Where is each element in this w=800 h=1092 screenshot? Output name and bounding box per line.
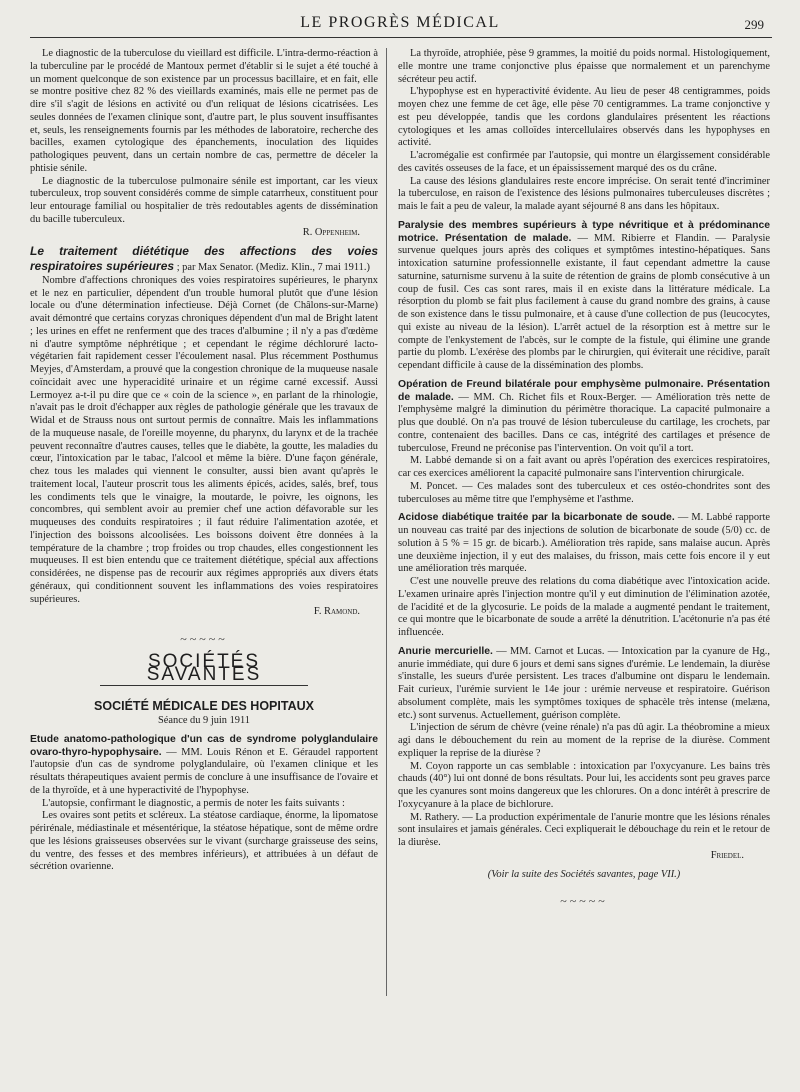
paralysie-entry	[398, 220, 770, 373]
hypophysis-paragraph: L'hypophyse est en hyperactivité évidente. Au lieu de peser 48 centigrammes, poids moyen chez une femme de cet âge, elle pèse 70 centigrammes. La trame conjonctive y est peu développée, tandis que les cordons glandulaires présentent les réactions cytologiques et les amas colloïdes intercellulaires observés dans les hypophyses en activité.	[398, 86, 770, 149]
anurie-signature: Friedel.	[710, 849, 744, 861]
acidose-paragraph-2: C'est une nouvelle preuve des relations du coma diabétique avec l'intoxication acide. L'examen urinaire après l'injection montre qu'il y eut diminution de l'élimination azotée, de l'acidité et de la glycosurie. Le poids de la malade a augmenté pendant le traitement, ce qui montre que le bicarbonate de soude a arrêté la dénutrition. L'acétonurie n'a pas été influencée.	[398, 576, 770, 638]
anurie-heading: Anurie mercurielle.	[398, 645, 493, 657]
acidose-text: — M. Labbé rapporte un nouveau cas traité par des injections de solution de bicarbonate de soude (5/0) cc. de solution à 5 % = 15 gr. de bicarb.). Amélioration très rapide, sans malaise aucun. Après une deuxième injection, il y eut des malaises, du frisson, mais cette fois encore il y eut une amélioration très marquée.	[398, 512, 770, 575]
ornament-divider: ~~~~~	[180, 632, 228, 646]
etude-paragraph-2: L'autopsie, confirmant le diagnostic, a permis de noter les faits suivants :	[42, 797, 345, 809]
page-number: 299	[744, 17, 764, 32]
senator-article-title: Le traitement diététique des affections des voies respiratoires supérieures	[30, 244, 378, 273]
continuation-note: (Voir la suite des Sociétés savantes, page VII.)	[487, 868, 681, 880]
society-name: SOCIÉTÉ MÉDICALE DES HOPITAUX	[94, 699, 314, 714]
cause-paragraph: La cause des lésions glandulaires reste encore imprécise. On serait tenté d'incriminer la tuberculose, en raison de l'existence des lésions pulmonaires tuberculeuses discrètes ; mais le fait a peu de valeur, la malade ayant séjourné 8 ans dans les hôpitaux.	[398, 175, 770, 212]
right-column	[398, 48, 770, 1078]
anurie-paragraph-3: M. Coyon rapporte un cas semblable : intoxication par l'oxycyanure. Les bains très chauds (40°) lui ont donné de bons résultats. Pour lui, les accidents sont peu graves parce que les cyanures sont moins dangereux que les chlorures. On a donc intérêt à prescrire de l'oxycyanure à la place de bichlorure.	[398, 760, 770, 810]
tuberculosis-paragraph-1: Le diagnostic de la tuberculose du vieillard est difficile. L'intra-dermo-réaction à la tuberculine par le procédé de Mantoux permet d'établir si le sujet a été touché à un moment quelconque de son existence par un processus bacillaire, et en fait, elle se montre positive chez 82 % des vieillards examinés, mais elle ne permet pas de dire s'il s'agit de lésions en activité ou d'un reliquat de lésions cicatrisées. Les seules données de l'examen clinique sont, d'autre part, le plus souvent insuffisantes et, seuls, les renseignements fournis par les méthodes de laboratoire, recherche des bacilles, examen cytologique des épanchements, inoculation des liquides pathologiques peuvent, dans un certain nombre de cas, permettre de déceler la phtisie sénile.	[30, 48, 378, 174]
paralysie-heading: Paralysie des membres supérieurs à type névritique et à prédominance motrice. Présentation de malade.	[398, 219, 770, 244]
freund-text: — MM. Ch. Richet fils et Roux-Berger. — Amélioration très nette de l'emphysème malgré la diminution du périmètre thoracique. La capacité pulmonaire a plus que doublé. On n'a pas trouvé de lésion tuberculeuse du cartilage, les crochets, par contre, contenaient des bacilles. Dans ce cas, intégrité des cartilages et présence de tuberculose, Freund ne préconise pas l'intervention. On voit qu'il a tort.	[398, 391, 770, 454]
column-divider	[386, 48, 387, 996]
anurie-paragraph-2: L'injection de sérum de chèvre (veine rénale) n'a pas dû agir. La théobromine a mieux agi dans le débouchement du rein au moment de la reprise de la diurèse. Comment expliquer la reprise de la diurèse ?	[398, 722, 770, 759]
freund-paragraph-3: M. Poncet. — Ces malades sont des tuberculeux et ces ostéo-chondrites sont des tuberculoses au même titre que l'emphysème et l'asthme.	[398, 480, 770, 505]
senator-article-reference: ; par Max Senator. (Mediz. Klin., 7 mai 1911.)	[176, 262, 370, 273]
freund-entry	[398, 379, 770, 456]
ornament-divider-right: ~~~~~	[560, 894, 608, 909]
acromegaly-paragraph: L'acromégalie est confirmée par l'autopsie, qui montre un élargissement considérable des cavités osseuses de la face, et un épaississement marqué des os du crâne.	[398, 150, 770, 174]
running-title: LE PROGRÈS MÉDICAL	[300, 14, 500, 31]
left-column	[30, 48, 378, 1078]
senator-paragraph: Nombre d'affections chroniques des voies respiratoires supérieures, le pharynx et le nez en particulier, dépendent d'un trouble humoral plutôt que d'une lésion locale ou d'une détermination infectieuse. Déjà Cornet (de Châlons-sur-Marne) avait démontré que certains coryzas chroniques dépendent d'un mal de Bright latent ; les urines en effet ne renferment que des traces d'albumine ; il n'y a pas d'œdème ni d'autre symptôme néphrétique ; et cependant le régime déchloruré lacto-végétarien fait rapidement cesser l'écoulement nasal. Plus récemment Posthumus Meyjes, d'Amsterdam, a prouvé que la congestion chronique de la muqueuse nasale coïncidait avec une hyperacidité urinaire et un régime carné excessif. Aussi Lermoyez a-t-il pu dire que ce « coin de la science », en parlant de la rhinologie, n'avait pas le droit d'échapper aux règles de pathologie générale que les travaux de Widal et de Strauss nous ont surtout permis de connaître. Mais les inflammations de la muqueuse nasale, de l'oreille moyenne, du pharynx, du larynx et de la trachée peuvent reconnaître d'autres causes, telles que le diabète, la goutte, les maladies du cœur, l'intoxication par le tabac, l'alcool et même la bière. D'une façon générale, chez tous les malades qui viennent le consulter, aussi bien avant qu'après le traitement local, l'auteur proscrit tous les aliments épicés, acides, salés, bref, tous les condiments tels que le vinaigre, la moutarde, le poivre, les oignons, les concombres, qui semblent avoir au premier chef une action défavorable sur les muqueuses des conduits respiratoires ; il faut réduire l'alimentation azotée, et l'injection des boissons alcoolisées. Les boissons doivent être données à la température de la chambre ; trop froides ou trop chaudes, elles congestionnent les muqueuses. Il est bien entendu que ce traitement diététique, spécial aux affections considérées, ne dispense pas de recourir aux régimes appropriés aux divers états généraux, qui conditionnent souvent les inflammations des voies respiratoires supérieures.	[30, 274, 378, 605]
etude-entry	[30, 734, 378, 798]
tuberculosis-signature: R. Oppenheim.	[302, 226, 360, 238]
acidose-heading: Acidose diabétique traitée par la bicarbonate de soude.	[398, 512, 675, 524]
header-rule	[30, 37, 772, 38]
paralysie-text: — MM. Ribierre et Flandin. — Paralysie survenue quelques jours après des coliques et symptômes intestino-hépatiques. Sans intoxication saturnine professionnelle existante, il faut cependant admettre la cause saturnine, saturnisme survenu à la suite de rétention de grains de plomb consécutive à un coup de fusil. Ces cas sont rares, mais il en existe dans la littérature médicale. La résorption du plomb se fait plus facilement à cause du grand nombre des grains, à cause de son existence dans le tissu pulmonaire, et à cause d'une collection de pus (leucocytes, qui existe au niveau de la lésion). L'arrêt actuel de la résorption est à mettre sur le compte de l'enkystement de l'abcès, sur le compte de la fistule, qui élimine une grande partie du plomb. L'exérèse des plombs par le chirurgien, qui éviterait une récidive, paraît cependant difficile à cause de la dissémination des plombs.	[398, 232, 770, 371]
senator-signature: F. Ramond.	[313, 606, 360, 618]
freund-paragraph-2: M. Labbé demande si on a fait avant ou après l'opération des exercices respiratoires, car ces exercices améliorent la capacité pulmonaire sans l'intervention chirurgicale.	[398, 455, 770, 479]
anurie-entry	[398, 646, 770, 723]
anurie-text: — MM. Carnot et Lucas. — Intoxication par la cyanure de Hg., anurie immédiate, qui dure 6 jours et demi sans signes d'urémie. Le lendemain, la diurèse s'installe, les sueurs d'urée persistent. Les traces d'albumine ont disparu le lendemain. Fait curieux, l'urémie survient le 14e jour : urémie nerveuse et respiratoire. Guérison absolument complète, mais les symptômes toxiques de sphacèle très intense (melæna, etc.) sont survenus. Actuellement, guérison complète.	[398, 645, 770, 721]
acidose-entry	[398, 512, 770, 576]
anurie-paragraph-4: M. Rathery. — La production expérimentale de l'anurie montre que les lésions rénales sont insulaires et jamais générales. Ceci expliquerait le débouchage du rein et le retour de la diurèse.	[398, 811, 770, 848]
etude-paragraph-3: Les ovaires sont petits et scléreux. La stéatose cardiaque, énorme, la lipomatose périrénale, médiastinale et mésentérique, la stéatose hépatique, sont de même ordre que les lésions graisseuses observées sur le vivant (surcharge graisseuse des seins, du ventre, des fesses et des membres inférieurs), et attribuées à un défaut de sécrétion ovarienne.	[30, 810, 378, 873]
etude-heading: Etude anatomo-pathologique d'un cas de syndrome polyglandulaire ovaro-thyro-hypophysaire.	[30, 733, 378, 758]
senator-article-heading	[30, 245, 378, 275]
etude-text: — MM. Louis Rénon et E. Géraudel rapportent l'autopsie d'un cas de syndrome polyglandulaire, où l'examen clinique et les résultats thérapeutiques avaient permis de conclure à une insuffisance de l'ovaire et de la thyroïde, et à une hyperactivité de l'hypophyse.	[30, 746, 378, 796]
tuberculosis-paragraph-2: Le diagnostic de la tuberculose pulmonaire sénile est important, car les vieux tuberculeux, trop souvent considérés comme de simple catarrheux, constituent pour leur entourage familial ou hospitalier de très redoutables agents de dissémination du bacille tuberculeux.	[30, 175, 378, 225]
section-title: SOCIÉTÉS SAVANTES	[100, 656, 308, 687]
session-date: Séance du 9 juin 1911	[158, 715, 250, 726]
freund-heading: Opération de Freund bilatérale pour emphysème pulmonaire. Présentation de malade.	[398, 378, 770, 403]
thyroid-paragraph: La thyroïde, atrophiée, pèse 9 grammes, la moitié du poids normal. Histologiquement, elle montre une trame conjonctive plus épaisse que normalement et un parenchyme sécréteur peu actif.	[398, 48, 770, 85]
